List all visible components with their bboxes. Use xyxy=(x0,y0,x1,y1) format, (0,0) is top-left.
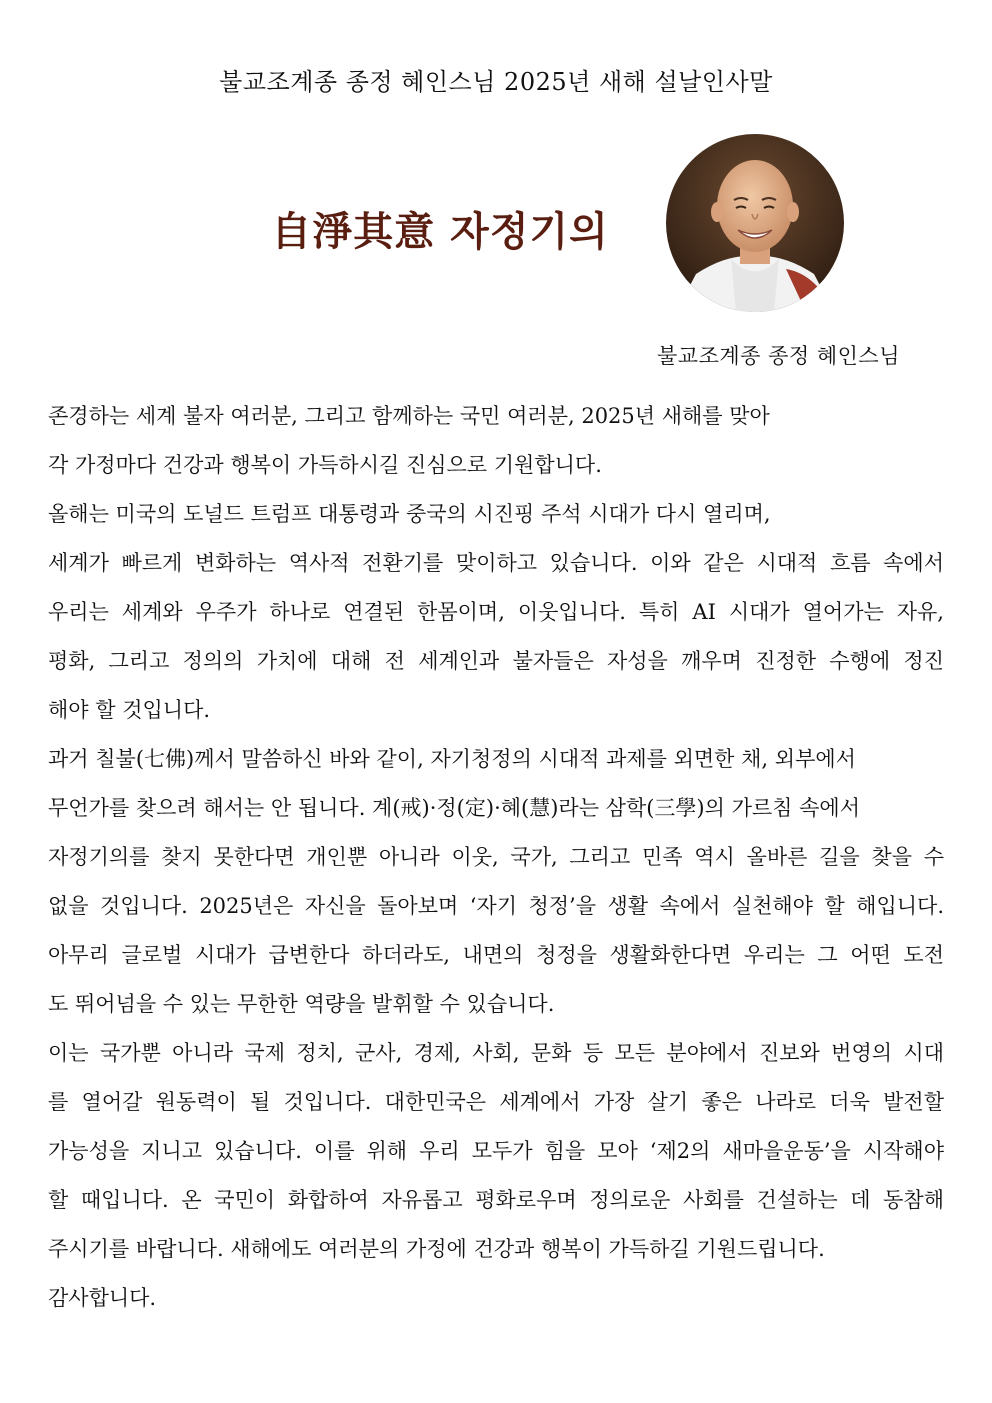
body-line: 무언가를 찾으려 해서는 안 됩니다. 계(戒)·정(定)·혜(慧)라는 삼학(三學)의 가르침 속에서 xyxy=(48,796,860,820)
main-title: 自淨其意 자정기의 xyxy=(271,208,609,255)
body-line: 를 열어갈 원동력이 될 것입니다. 대한민국은 세계에서 가장 살기 좋은 나라로 더욱 발전할 xyxy=(48,1090,944,1114)
body-line: 존경하는 세계 불자 여러분, 그리고 함께하는 국민 여러분, 2025년 새해를 맞아 xyxy=(48,404,770,428)
document-header: 불교조계종 종정 혜인스님 2025년 새해 설날인사말 xyxy=(219,68,773,96)
monk-portrait-photo xyxy=(666,134,844,312)
body-line: 세계가 빠르게 변화하는 역사적 전환기를 맞이하고 있습니다. 이와 같은 시대적 흐름 속에서 xyxy=(48,551,944,575)
body-line: 각 가정마다 건강과 행복이 가득하시길 진심으로 기원합니다. xyxy=(48,453,602,477)
message-body xyxy=(48,404,944,1335)
body-line: 감사합니다. xyxy=(48,1286,157,1310)
body-line: 도 뛰어넘을 수 있는 무한한 역량을 발휘할 수 있습니다. xyxy=(48,992,555,1016)
body-line: 없을 것입니다. 2025년은 자신을 돌아보며 ‘자기 청정’을 생활 속에서 실천해야 할 해입니다. xyxy=(48,894,944,918)
body-line: 과거 칠불(七佛)께서 말씀하신 바와 같이, 자기청정의 시대적 과제를 외면한 채, 외부에서 xyxy=(48,747,856,771)
body-line: 가능성을 지니고 있습니다. 이를 위해 우리 모두가 힘을 모아 ‘제2의 새마을운동’을 시작해야 xyxy=(48,1139,944,1163)
body-line: 할 때입니다. 온 국민이 화합하여 자유롭고 평화로우며 정의로운 사회를 건설하는 데 동참해 xyxy=(48,1188,944,1212)
body-line: 해야 할 것입니다. xyxy=(48,698,211,722)
body-line: 평화, 그리고 정의의 가치에 대해 전 세계인과 불자들은 자성을 깨우며 진정한 수행에 정진 xyxy=(48,649,944,673)
body-line: 이는 국가뿐 아니라 국제 정치, 군사, 경제, 사회, 문화 등 모든 분야에서 진보와 번영의 시대 xyxy=(48,1041,944,1065)
body-line: 주시기를 바랍니다. 새해에도 여러분의 가정에 건강과 행복이 가득하길 기원드립니다. xyxy=(48,1237,825,1261)
portrait-image xyxy=(666,134,844,312)
body-line: 자정기의를 찾지 못한다면 개인뿐 아니라 이웃, 국가, 그리고 민족 역시 올바른 길을 찾을 수 xyxy=(48,845,944,869)
body-line: 아무리 글로벌 시대가 급변한다 하더라도, 내면의 청정을 생활화한다면 우리는 그 어떤 도전 xyxy=(48,943,944,967)
body-line: 올해는 미국의 도널드 트럼프 대통령과 중국의 시진핑 주석 시대가 다시 열리며, xyxy=(48,502,771,526)
body-line: 우리는 세계와 우주가 하나로 연결된 한몸이며, 이웃입니다. 특히 AI 시대가 열어가는 자유, xyxy=(48,600,944,624)
author-caption: 불교조계종 종정 혜인스님 xyxy=(657,344,900,368)
